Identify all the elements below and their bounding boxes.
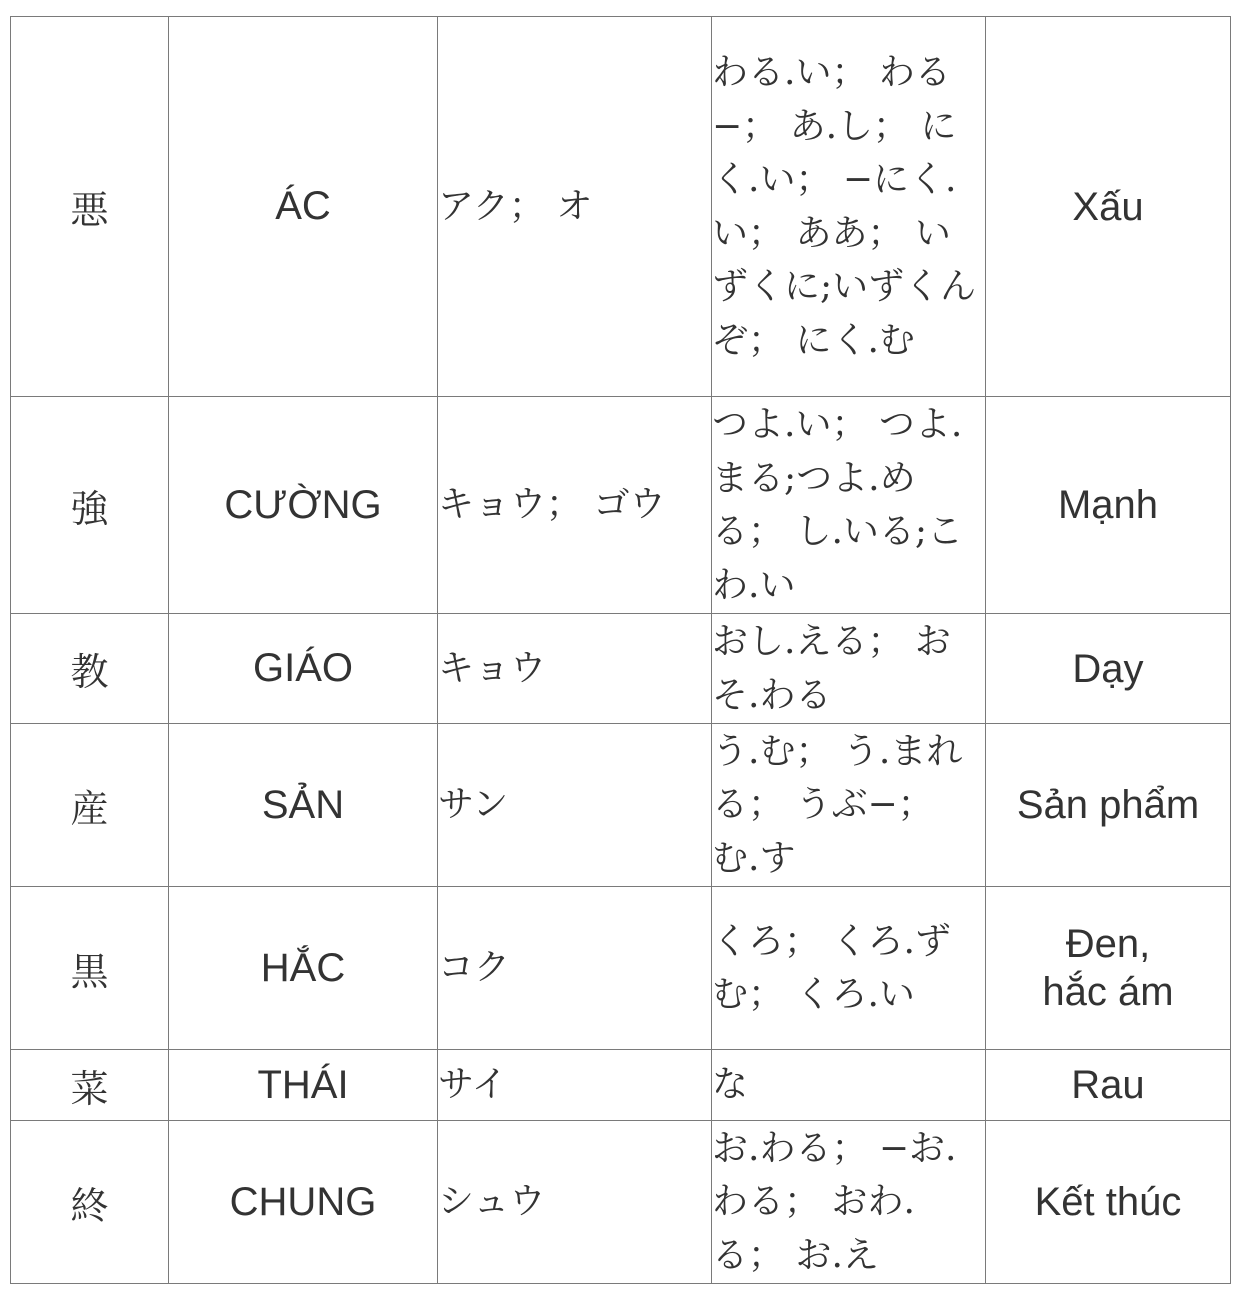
table-row bbox=[11, 1121, 1231, 1284]
meaning-cell bbox=[986, 397, 1231, 614]
onyomi-cell: キョウ bbox=[438, 614, 712, 724]
meaning-line: Xấu bbox=[1072, 184, 1144, 229]
table-row bbox=[11, 397, 1231, 614]
onyomi-cell: キョウ； ゴウ bbox=[438, 397, 712, 614]
onyomi-cell: サン bbox=[438, 724, 712, 887]
meaning-cell bbox=[986, 17, 1231, 397]
kanji-cell: 菜 bbox=[11, 1050, 169, 1121]
meaning-cell bbox=[986, 887, 1231, 1050]
onyomi-cell: サイ bbox=[438, 1050, 712, 1121]
kunyomi-cell: おし.える； おそ.わる bbox=[712, 614, 986, 724]
kunyomi-cell: な bbox=[712, 1050, 986, 1121]
kanji-cell: 教 bbox=[11, 614, 169, 724]
han-viet-cell: HẮC bbox=[169, 887, 438, 1050]
han-viet-cell: CHUNG bbox=[169, 1121, 438, 1284]
meaning-line: Dạy bbox=[1072, 646, 1144, 691]
table-row bbox=[11, 724, 1231, 887]
kanji-cell: 悪 bbox=[11, 17, 169, 397]
kanji-cell: 強 bbox=[11, 397, 169, 614]
meaning-line: Mạnh bbox=[1057, 483, 1159, 527]
han-viet-cell: THÁI bbox=[169, 1050, 438, 1121]
meaning-line: Đen, bbox=[1065, 922, 1151, 966]
meaning-cell bbox=[986, 1121, 1231, 1284]
meaning-cell bbox=[986, 724, 1231, 887]
han-viet-cell: ÁC bbox=[169, 17, 438, 397]
table-row bbox=[11, 887, 1231, 1050]
meaning-line: Sản phẩm bbox=[1016, 783, 1200, 827]
table-row bbox=[11, 614, 1231, 724]
kunyomi-cell: わる.い； わる−； あ.し； にく.い； −にく.い； ああ； いずくに;いずくんぞ； にく.む bbox=[712, 17, 986, 397]
table-row bbox=[11, 1050, 1231, 1121]
meaning-cell bbox=[986, 614, 1231, 724]
kunyomi-cell: う.む； う.まれる； うぶ−； む.す bbox=[712, 724, 986, 887]
onyomi-cell: シュウ bbox=[438, 1121, 712, 1284]
kanji-cell: 終 bbox=[11, 1121, 169, 1284]
kunyomi-cell: くろ； くろ.ずむ； くろ.い bbox=[712, 887, 986, 1050]
kunyomi-cell: お.わる； −お.わる； おわ.る； お.え bbox=[712, 1121, 986, 1284]
meaning-line: hắc ám bbox=[1042, 970, 1174, 1014]
onyomi-cell: アク； オ bbox=[438, 17, 712, 397]
han-viet-cell: GIÁO bbox=[169, 614, 438, 724]
kanji-cell: 産 bbox=[11, 724, 169, 887]
meaning-line: Rau bbox=[1071, 1063, 1145, 1107]
han-viet-cell: CƯỜNG bbox=[169, 397, 438, 614]
kanji-cell: 黒 bbox=[11, 887, 169, 1050]
meaning-line: Kết thúc bbox=[1034, 1180, 1182, 1224]
han-viet-cell: SẢN bbox=[169, 724, 438, 887]
table-row bbox=[11, 17, 1231, 397]
meaning-cell bbox=[986, 1050, 1231, 1121]
kanji-table bbox=[10, 16, 1231, 1284]
onyomi-cell: コク bbox=[438, 887, 712, 1050]
kunyomi-cell: つよ.い； つよ.まる;つよ.める； し.いる;こわ.い bbox=[712, 397, 986, 614]
